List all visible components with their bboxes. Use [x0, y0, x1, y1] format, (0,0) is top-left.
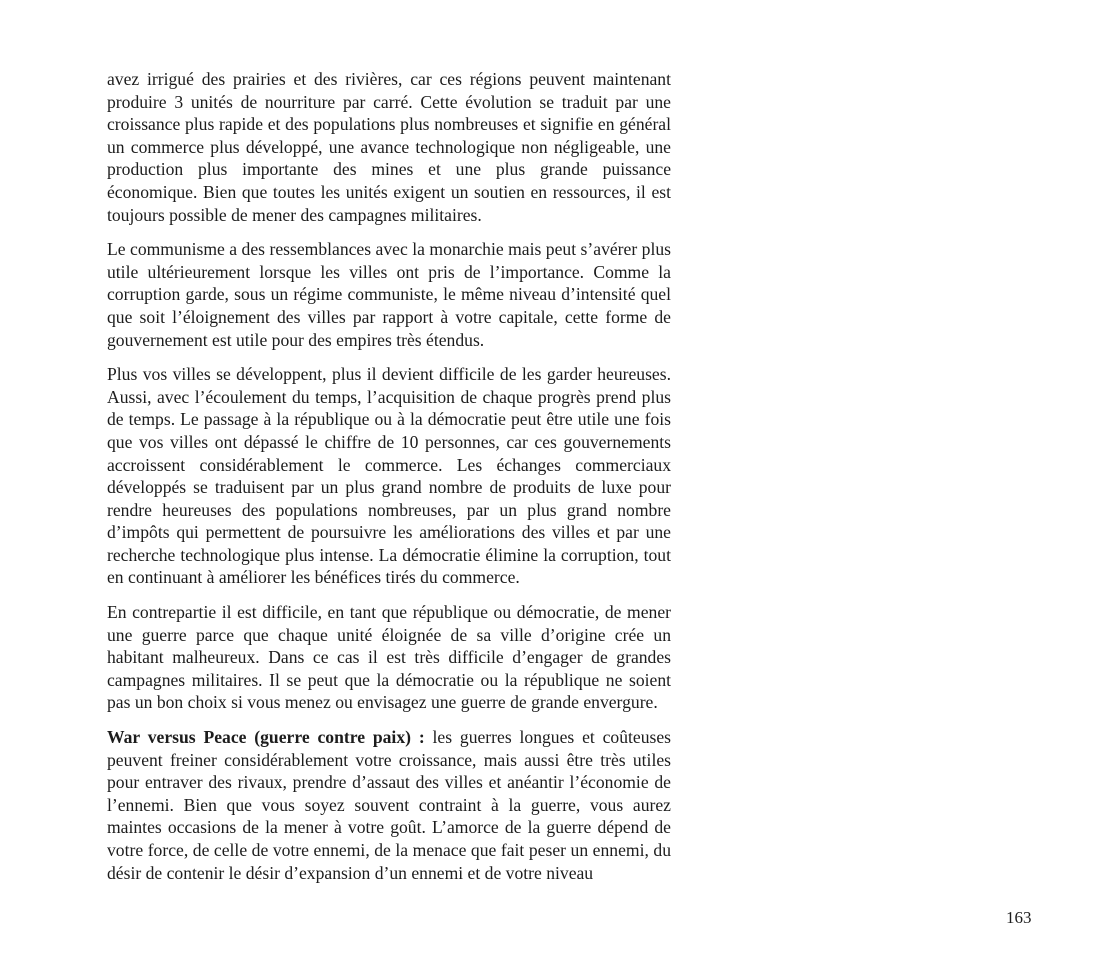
body-text-column: [107, 68, 671, 896]
paragraph-war-drawback: [107, 601, 671, 714]
paragraph-lead-bold: War versus Peace (guerre contre paix) :: [107, 727, 425, 748]
paragraph-republic-democracy: [107, 363, 671, 589]
page-number: 163: [1006, 908, 1032, 927]
paragraph-text: avez irrigué des prairies et des rivières, car ces régions peuvent maintenant produire 3 unités de nourriture par carré. Cette évolution se traduit par une croissance plus rapide et des populations plus nombreuses et signifie en général un commerce plus développé, une avance technologique non négligeable, une production plus importante des mines et une plus grande puissance économique. Bien que toutes les unités exigent un soutien en ressources, il est toujours possible de mener des campagnes militaires.: [107, 69, 671, 225]
paragraph-text: les guerres longues et coûteuses peuvent freiner considérablement votre croissance, mais aussi être très utiles pour entraver des rivaux, prendre d’assaut des villes et anéantir l’économie de l’ennemi. Bien que vous soyez souvent contraint à la guerre, vous aurez maintes occasions de la mener à votre goût. L’amorce de la guerre dépend de votre force, de celle de votre ennemi, de la menace que fait peser un ennemi, du désir de contenir le désir d’expansion d’un ennemi et de votre niveau: [107, 727, 672, 883]
paragraph-text: En contrepartie il est difficile, en tant que république ou démocratie, de mener une guerre parce que chaque unité éloignée de sa ville d’origine crée un habitant malheureux. Dans ce cas il est très difficile d’engager de grandes campagnes militaires. Il se peut que la démocratie ou la république ne soient pas un bon choix si vous menez ou envisagez une guerre de grande envergure.: [107, 602, 671, 713]
paragraph-text: Le communisme a des ressemblances avec la monarchie mais peut s’avérer plus utile ultérieurement lorsque les villes ont pris de l’importance. Comme la corruption garde, sous un régime communiste, le même niveau d’intensité quel que soit l’éloignement des villes par rapport à votre capitale, cette forme de gouvernement est utile pour des empires très étendus.: [107, 239, 671, 350]
paragraph-text: Plus vos villes se développent, plus il devient difficile de les garder heureuses. Aussi, avec l’écoulement du temps, l’acquisition de chaque progrès prend plus de temps. Le passage à la république ou à la démocratie peut être utile une fois que vos villes ont dépassé le chiffre de 10 personnes, car ces gouvernements accroissent considérablement le commerce. Les échanges commerciaux développés se traduisent par un plus grand nombre de produits de luxe pour rendre heureuses des populations nombreuses, par un plus grand nombre d’impôts qui permettent de poursuivre les améliorations des villes et par une recherche technologique plus intense. La démocratie élimine la corruption, tout en continuant à améliorer les bénéfices tirés du commerce.: [107, 364, 671, 588]
paragraph-irrigation: [107, 68, 671, 226]
paragraph-communism: [107, 238, 671, 351]
paragraph-war-versus-peace: [107, 726, 671, 884]
